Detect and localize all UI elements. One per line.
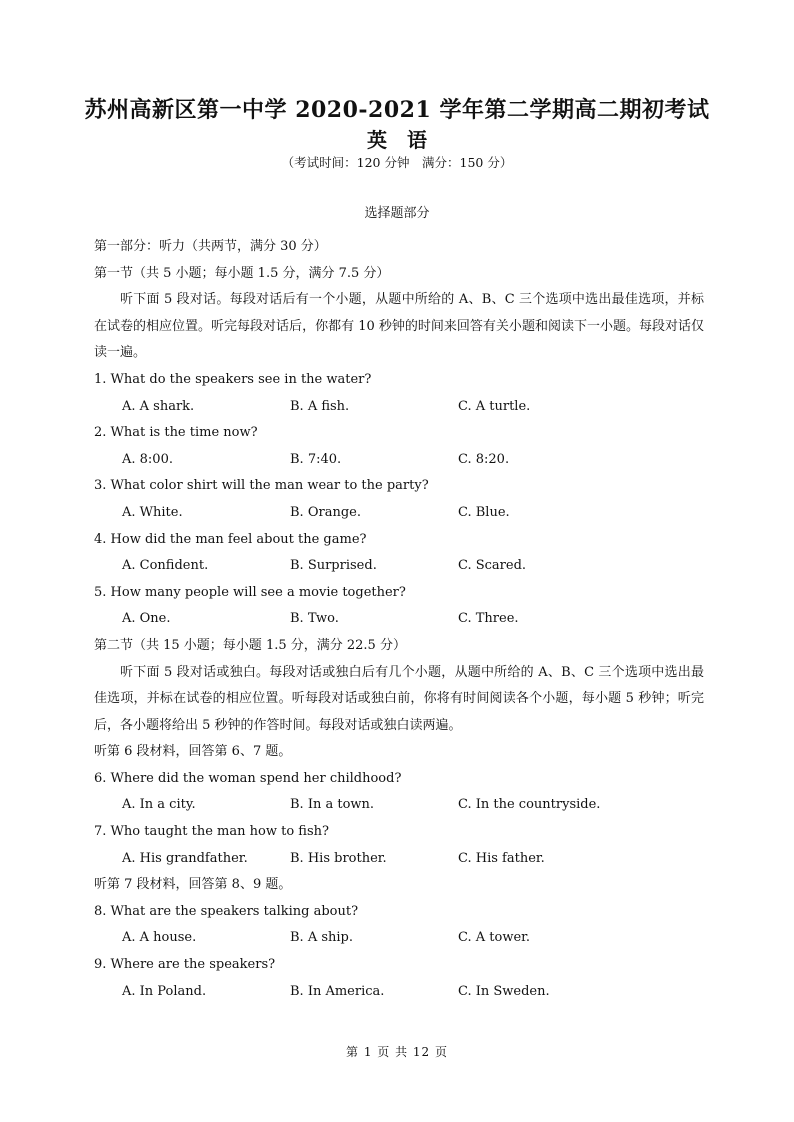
question-options xyxy=(94,846,704,873)
option-c: C. In the countryside. xyxy=(458,797,601,813)
option-a: A. One. xyxy=(122,611,171,627)
option-a: A. A shark. xyxy=(122,398,195,414)
option-c: C. In Sweden. xyxy=(458,983,550,999)
exam-title: 苏州高新区第一中学 2020-2021 学年第二学期高二期初考试 xyxy=(84,97,710,123)
question-options xyxy=(94,925,704,952)
question-stem: 4. How did the man feel about the game? xyxy=(94,531,367,547)
option-c: C. Three. xyxy=(458,611,519,627)
section1-instructions: 听下面 5 段对话。每段对话后有一个小题，从题中所给的 A、B、C 三个选项中选出最佳选项，并标在试卷的相应位置。听完每段对话后，你都有 10 秒钟的时间来回答有关小题和阅读下一小题。每段对话仅读一遍。 xyxy=(94,292,704,361)
option-b: B. A fish. xyxy=(290,398,350,414)
part1-heading: 第一部分：听力（共两节，满分 30 分） xyxy=(94,239,327,254)
section1-heading: 第一节（共 5 小题；每小题 1.5 分，满分 7.5 分） xyxy=(94,265,390,281)
question-options xyxy=(94,500,704,527)
question-options xyxy=(94,792,704,819)
material-6-note: 听第 6 段材料，回答第 6、7 题。 xyxy=(94,744,292,760)
option-a: A. Confident. xyxy=(122,558,209,574)
option-a: A. White. xyxy=(122,504,183,520)
question-options xyxy=(94,553,704,580)
option-a: A. In a city. xyxy=(122,797,196,813)
question-stem: 1. What do the speakers see in the water? xyxy=(94,371,372,387)
option-a: A. 8:00. xyxy=(122,451,173,467)
section2-heading: 第二节（共 15 小题；每小题 1.5 分，满分 22.5 分） xyxy=(94,637,406,653)
question-options xyxy=(94,447,704,474)
option-c: C. 8:20. xyxy=(458,451,510,467)
material-7-note: 听第 7 段材料，回答第 8、9 题。 xyxy=(94,877,292,893)
option-b: B. Two. xyxy=(290,611,339,627)
exam-info: （考试时间：120 分钟 满分：150 分） xyxy=(281,155,513,170)
option-b: B. 7:40. xyxy=(290,451,342,467)
exam-content xyxy=(94,234,704,1005)
option-c: C. Scared. xyxy=(458,558,527,574)
question-stem: 7. Who taught the man how to fish? xyxy=(94,824,329,840)
question-stem: 5. How many people will see a movie together? xyxy=(94,584,406,600)
option-b: B. In a town. xyxy=(290,797,375,813)
option-a: A. A house. xyxy=(122,930,197,946)
subject-title: 英 语 xyxy=(367,128,427,152)
question-stem: 6. Where did the woman spend her childhood? xyxy=(94,770,402,786)
question-stem: 2. What is the time now? xyxy=(94,425,258,441)
option-c: C. Blue. xyxy=(458,504,510,520)
option-b: B. In America. xyxy=(290,983,385,999)
question-options xyxy=(94,394,704,421)
option-a: A. In Poland. xyxy=(122,983,207,999)
option-b: B. A ship. xyxy=(290,930,353,946)
section-heading: 选择题部分 xyxy=(364,206,430,221)
question-options xyxy=(94,979,704,1006)
question-stem: 3. What color shirt will the man wear to the party? xyxy=(94,478,429,494)
option-c: C. His father. xyxy=(458,850,545,866)
question-stem: 9. Where are the speakers? xyxy=(94,957,276,973)
section2-instructions: 听下面 5 段对话或独白。每段对话或独白后有几个小题，从题中所给的 A、B、C 三个选项中选出最佳选项，并标在试卷的相应位置。听每段对话或独白前，你将有时间阅读各个小题，每小题 5 秒钟；听完后，各小题将给出 5 秒钟的作答时间。每段对话或独白读两遍。 xyxy=(94,664,704,733)
question-stem: 8. What are the speakers talking about? xyxy=(94,903,359,919)
option-b: B. Orange. xyxy=(290,504,361,520)
option-b: B. His brother. xyxy=(290,850,387,866)
option-a: A. His grandfather. xyxy=(122,850,248,866)
option-b: B. Surprised. xyxy=(290,558,377,574)
option-c: C. A tower. xyxy=(458,930,531,946)
question-options xyxy=(94,606,704,633)
option-c: C. A turtle. xyxy=(458,398,531,414)
page-footer: 第 1 页 共 12 页 xyxy=(346,1045,448,1059)
